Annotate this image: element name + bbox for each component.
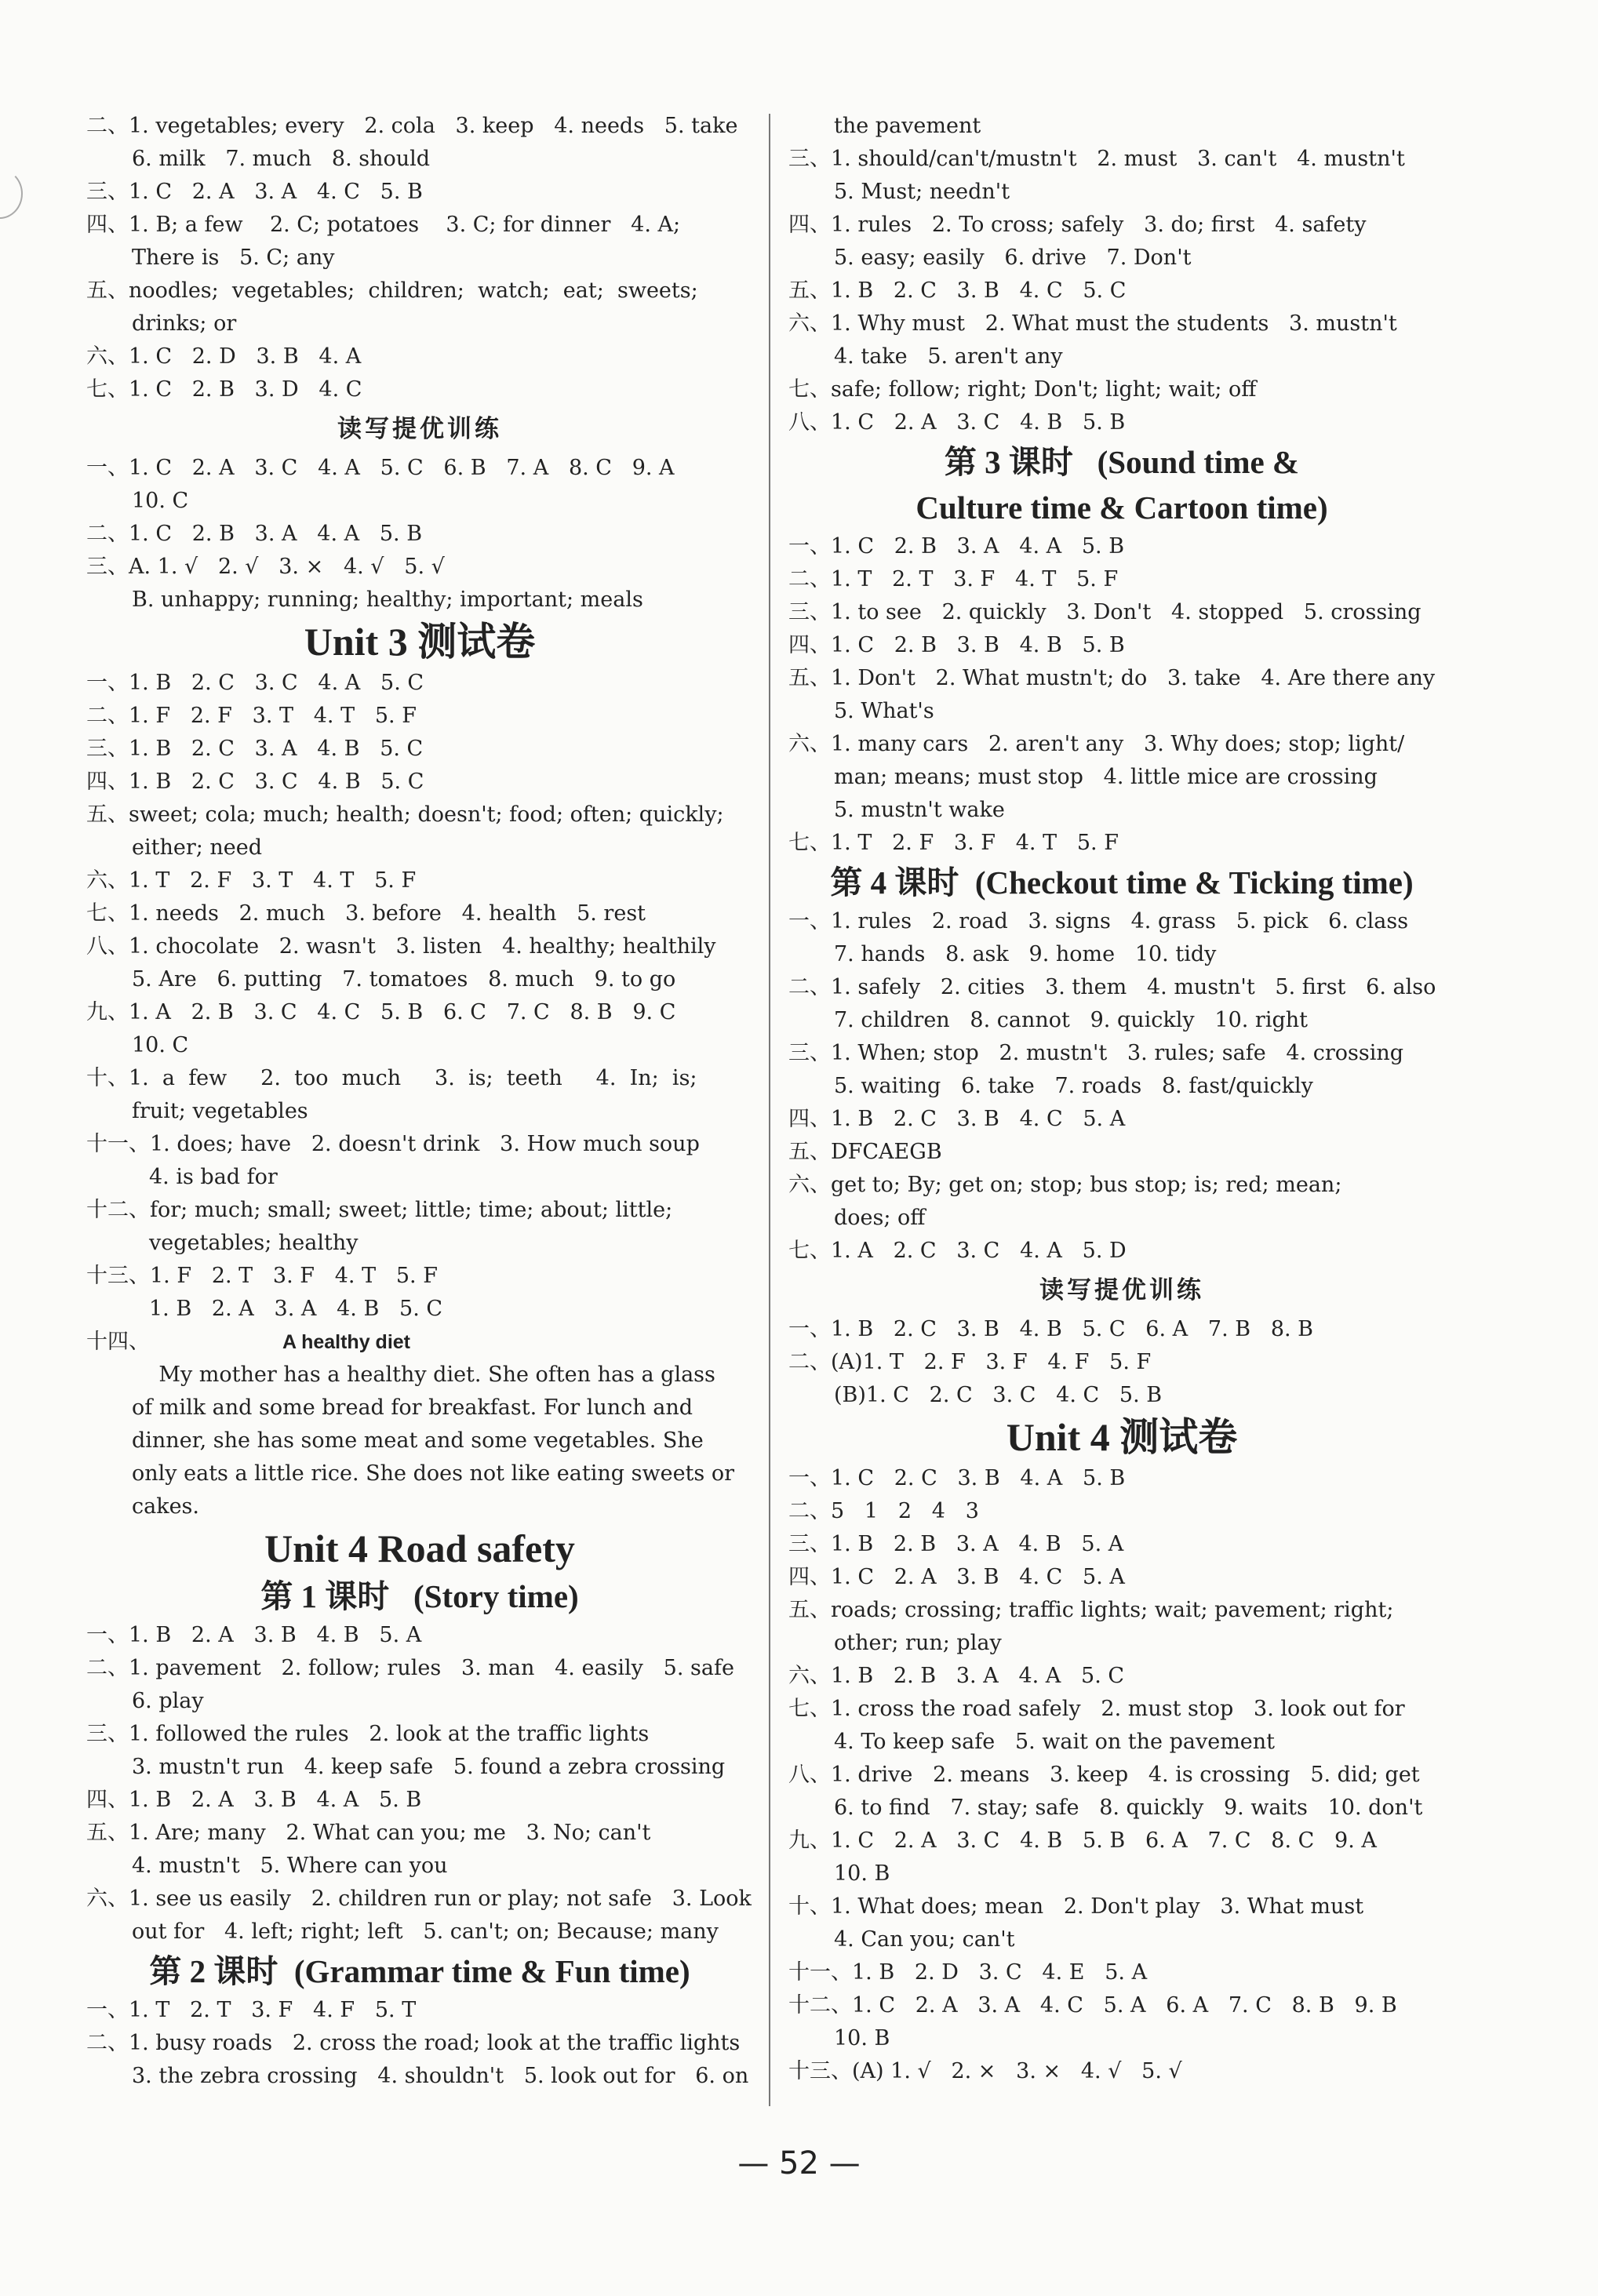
right-answer-column: [788, 110, 1455, 2088]
answer-line: 五、1. Don't 2. What mustn't; do 3. take 4. Are there any: [788, 666, 1436, 690]
answer-line: 四、1. B 2. C 3. C 4. B 5. C: [86, 770, 424, 794]
answer-line: 二、(A)1. T 2. F 3. F 4. F 5. F: [788, 1350, 1152, 1374]
answer-line: 五、noodles; vegetables; children; watch; eat; sweets;: [86, 278, 698, 303]
answer-line: 10. B: [834, 1861, 890, 1886]
answer-line: 七、1. C 2. B 3. D 4. C: [86, 377, 362, 402]
answer-line: 一、1. B 2. C 3. C 4. A 5. C: [86, 671, 424, 695]
answer-line: 十三、(A) 1. √ 2. × 3. × 4. √ 5. √: [788, 2059, 1182, 2083]
answer-line: 四、1. C 2. B 3. B 4. B 5. B: [788, 633, 1125, 657]
answer-line: 六、1. C 2. D 3. B 4. A: [86, 344, 362, 369]
essay-heading-row: [86, 1326, 753, 1359]
answer-line: 三、A. 1. √ 2. √ 3. × 4. √ 5. √: [86, 555, 445, 579]
left-answer-column: [86, 110, 753, 2093]
answer-line: 10. C: [132, 1033, 189, 1057]
answer-line: 二、1. pavement 2. follow; rules 3. man 4. easily 5. safe: [86, 1656, 734, 1680]
answer-line: 4. Can you; can't: [834, 1927, 1015, 1952]
answer-line: My mother has a healthy diet. She often has a glass: [132, 1363, 715, 1387]
answer-line: 五、roads; crossing; traffic lights; wait; pavement; right;: [788, 1598, 1394, 1622]
answer-line: 七、1. needs 2. much 3. before 4. health 5. rest: [86, 901, 646, 926]
answer-line: 5. What's: [834, 699, 934, 723]
answer-line: 十一、1. does; have 2. doesn't drink 3. How much soup: [86, 1132, 700, 1156]
answer-line: 三、1. followed the rules 2. look at the traffic lights: [86, 1722, 650, 1746]
unit-title: Unit 4 测试卷: [1006, 1415, 1238, 1459]
answer-line: 八、1. chocolate 2. wasn't 3. listen 4. healthy; healthily: [86, 934, 716, 959]
answer-line: 四、1. B 2. C 3. B 4. C 5. A: [788, 1107, 1126, 1131]
answer-line: 七、1. A 2. C 3. C 4. A 5. D: [788, 1239, 1127, 1263]
page-number: — 52 —: [737, 2145, 861, 2181]
answer-line: 4. mustn't 5. Where can you: [132, 1854, 448, 1878]
answer-line: 一、1. C 2. B 3. A 4. A 5. B: [788, 534, 1125, 559]
answer-line: 5. easy; easily 6. drive 7. Don't: [834, 246, 1192, 270]
section-heading: 读写提优训练: [337, 415, 502, 443]
answer-line: 六、1. B 2. B 3. A 4. A 5. C: [788, 1664, 1125, 1688]
answer-line: 4. is bad for: [149, 1165, 278, 1189]
question-label: 十四、: [86, 1330, 150, 1354]
lesson-title: 第 3 课时 (Sound time &: [944, 444, 1300, 480]
answer-line: 六、1. Why must 2. What must the students 3. mustn't: [788, 311, 1397, 336]
answer-line: 六、1. many cars 2. aren't any 3. Why does; stop; light/: [788, 732, 1405, 756]
column-divider: [769, 114, 770, 2106]
answer-line: 5. waiting 6. take 7. roads 8. fast/quickly: [834, 1074, 1313, 1098]
answer-line: 三、1. C 2. A 3. A 4. C 5. B: [86, 180, 423, 204]
answer-line: 六、1. T 2. F 3. T 4. T 5. F: [86, 868, 417, 893]
answer-line: 八、1. C 2. A 3. C 4. B 5. B: [788, 410, 1126, 435]
answer-line: 六、1. see us easily 2. children run or play; not safe 3. Look: [86, 1887, 752, 1911]
answer-line: 一、1. rules 2. road 3. signs 4. grass 5. pick 6. class: [788, 909, 1409, 933]
answer-line: 七、1. T 2. F 3. F 4. T 5. F: [788, 831, 1119, 855]
answer-line: 十三、1. F 2. T 3. F 4. T 5. F: [86, 1264, 438, 1288]
answer-line: 一、1. B 2. A 3. B 4. B 5. A: [86, 1623, 422, 1647]
answer-line: 7. children 8. cannot 9. quickly 10. right: [834, 1008, 1308, 1032]
answer-line: 7. hands 8. ask 9. home 10. tidy: [834, 942, 1217, 966]
lesson-title: 第 4 课时 (Checkout time & Ticking time): [830, 864, 1414, 901]
page-curl-mark: [0, 169, 23, 219]
answer-line: 五、sweet; cola; much; health; doesn't; food; often; quickly;: [86, 802, 724, 827]
answer-line: 5. mustn't wake: [834, 798, 1005, 822]
answer-line: 5. Are 6. putting 7. tomatoes 8. much 9. to go: [132, 967, 676, 992]
answer-line: 二、1. C 2. B 3. A 4. A 5. B: [86, 522, 423, 546]
answer-line: 三、1. to see 2. quickly 3. Don't 4. stopped 5. crossing: [788, 600, 1421, 624]
answer-line: 一、1. C 2. A 3. C 4. A 5. C 6. B 7. A 8. C 9. A: [86, 456, 675, 480]
answer-line: 5. Must; needn't: [834, 180, 1010, 204]
answer-line: 十一、1. B 2. D 3. C 4. E 5. A: [788, 1960, 1148, 1985]
unit-title: Unit 3 测试卷: [304, 620, 536, 664]
answer-line: 四、1. rules 2. To cross; safely 3. do; first 4. safety: [788, 213, 1367, 237]
answer-line: vegetables; healthy: [149, 1231, 359, 1255]
answer-line: 二、5 1 2 4 3: [788, 1499, 979, 1523]
answer-line: 四、1. B 2. A 3. B 4. A 5. B: [86, 1788, 422, 1812]
answer-line: 十二、1. C 2. A 3. A 4. C 5. A 6. A 7. C 8. B 9. B: [788, 1993, 1397, 2018]
answer-line: 1. B 2. A 3. A 4. B 5. C: [149, 1297, 443, 1321]
answer-line: 6. to find 7. stay; safe 8. quickly 9. waits 10. don't: [834, 1796, 1423, 1820]
answer-line: dinner, she has some meat and some vegetables. She: [132, 1428, 704, 1453]
answer-line: 一、1. B 2. C 3. B 4. B 5. C 6. A 7. B 8. B: [788, 1317, 1314, 1341]
answer-line: 3. the zebra crossing 4. shouldn't 5. look out for 6. on: [132, 2064, 749, 2088]
answer-line: 三、1. B 2. C 3. A 4. B 5. C: [86, 737, 424, 761]
answer-line: 二、1. safely 2. cities 3. them 4. mustn't 5. first 6. also: [788, 975, 1436, 999]
answer-line: 4. take 5. aren't any: [834, 344, 1063, 369]
answer-line: only eats a little rice. She does not like eating sweets or: [132, 1461, 734, 1486]
answer-line: 七、safe; follow; right; Don't; light; wait; off: [788, 377, 1257, 402]
answer-line: 一、1. T 2. T 3. F 4. F 5. T: [86, 1998, 417, 2022]
answer-line: 6. play: [132, 1689, 204, 1713]
answer-line: 六、get to; By; get on; stop; bus stop; is; red; mean;: [788, 1173, 1342, 1197]
answer-line: drinks; or: [132, 311, 237, 336]
answer-line: fruit; vegetables: [132, 1099, 308, 1123]
lesson-title: 第 1 课时 (Story time): [260, 1578, 579, 1614]
answer-line: other; run; play: [834, 1631, 1002, 1655]
answer-line: either; need: [132, 835, 263, 860]
essay-title: A healthy diet: [282, 1331, 410, 1353]
answer-line: 6. milk 7. much 8. should: [132, 147, 431, 171]
answer-line: cakes.: [132, 1494, 199, 1519]
answer-line: 10. C: [132, 489, 189, 513]
answer-line: 五、1. B 2. C 3. B 4. C 5. C: [788, 278, 1127, 303]
answer-line: 二、1. F 2. F 3. T 4. T 5. F: [86, 704, 417, 728]
answer-line: man; means; must stop 4. little mice are crossing: [834, 765, 1378, 789]
answer-line: 四、1. C 2. A 3. B 4. C 5. A: [788, 1565, 1125, 1589]
answer-line: 二、1. vegetables; every 2. cola 3. keep 4. needs 5. take: [86, 114, 738, 138]
answer-line: 四、1. B; a few 2. C; potatoes 3. C; for dinner 4. A;: [86, 213, 681, 237]
answer-line: 八、1. drive 2. means 3. keep 4. is crossing 5. did; get: [788, 1763, 1420, 1787]
answer-line: 三、1. When; stop 2. mustn't 3. rules; safe 4. crossing: [788, 1041, 1404, 1065]
answer-line: 十二、for; much; small; sweet; little; time; about; little;: [86, 1198, 673, 1222]
answer-line: 五、1. Are; many 2. What can you; me 3. No; can't: [86, 1821, 651, 1845]
answer-line: 10. B: [834, 2026, 890, 2050]
answer-line: (B)1. C 2. C 3. C 4. C 5. B: [834, 1383, 1163, 1407]
answer-line: of milk and some bread for breakfast. For lunch and: [132, 1395, 693, 1420]
answer-line: 一、1. C 2. C 3. B 4. A 5. B: [788, 1466, 1126, 1490]
lesson-title: 第 2 课时 (Grammar time & Fun time): [149, 1953, 690, 1989]
answer-line: does; off: [834, 1206, 926, 1230]
answer-line: 九、1. A 2. B 3. C 4. C 5. B 6. C 7. C 8. B 9. C: [86, 1000, 676, 1024]
answer-line: 十、1. a few 2. too much 3. is; teeth 4. In; is;: [86, 1066, 697, 1090]
answer-line: 十、1. What does; mean 2. Don't play 3. What must: [788, 1894, 1364, 1919]
answer-line: 二、1. busy roads 2. cross the road; look at the traffic lights: [86, 2031, 741, 2055]
answer-line: There is 5. C; any: [132, 246, 335, 270]
answer-line: 二、1. T 2. T 3. F 4. T 5. F: [788, 567, 1119, 591]
answer-line: 3. mustn't run 4. keep safe 5. found a zebra crossing: [132, 1755, 726, 1779]
answer-line: the pavement: [834, 114, 981, 138]
section-heading: 读写提优训练: [1039, 1276, 1204, 1304]
answer-line: 三、1. B 2. B 3. A 4. B 5. A: [788, 1532, 1124, 1556]
answer-line: 三、1. should/can't/mustn't 2. must 3. can't 4. mustn't: [788, 147, 1405, 171]
answer-line: 九、1. C 2. A 3. C 4. B 5. B 6. A 7. C 8. C 9. A: [788, 1828, 1377, 1853]
lesson-title: Culture time & Cartoon time): [915, 489, 1328, 526]
answer-line: 五、DFCAEGB: [788, 1140, 942, 1164]
answer-line: out for 4. left; right; left 5. can't; on; Because; many: [132, 1919, 719, 1944]
answer-line: 七、1. cross the road safely 2. must stop 3. look out for: [788, 1697, 1405, 1721]
unit-title: Unit 4 Road safety: [264, 1526, 575, 1570]
answer-line: B. unhappy; running; healthy; important; meals: [132, 588, 643, 612]
answer-line: 4. To keep safe 5. wait on the pavement: [834, 1730, 1276, 1754]
